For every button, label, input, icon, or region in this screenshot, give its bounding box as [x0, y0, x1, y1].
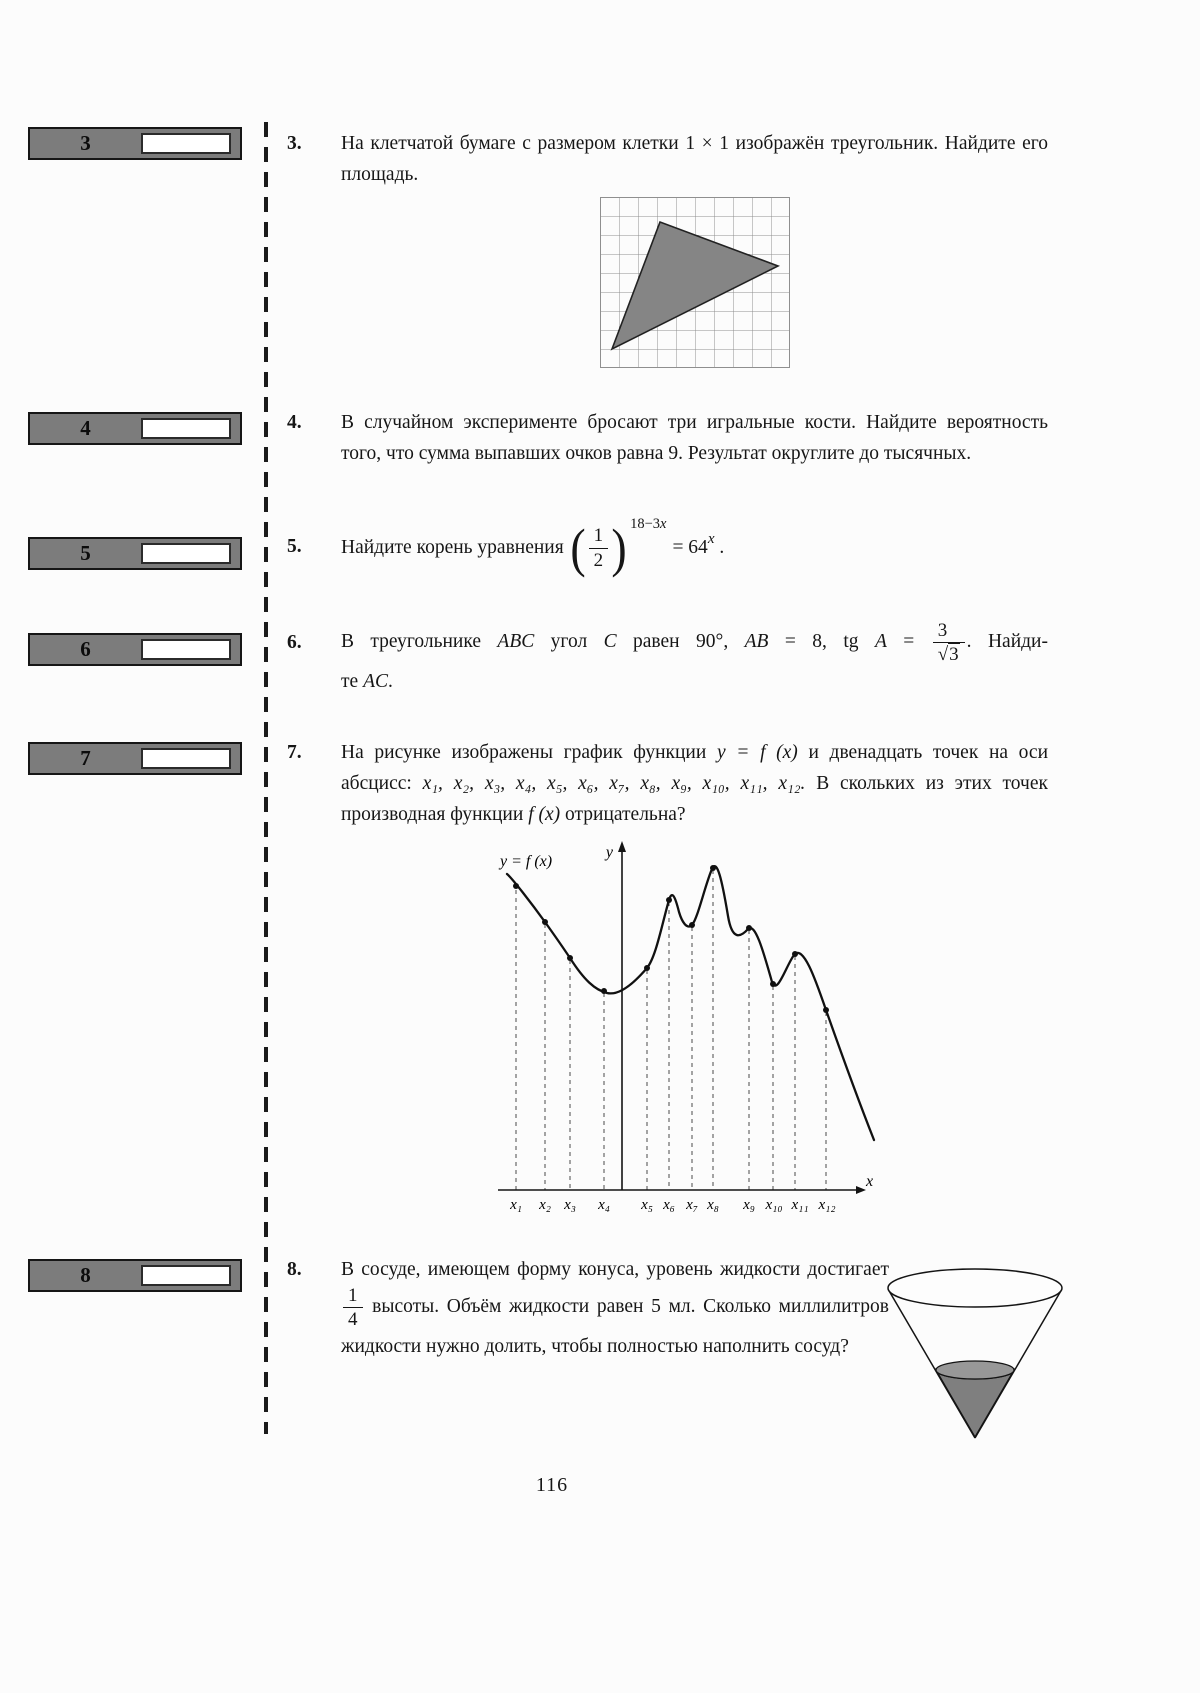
answer-box-4-number: 4	[80, 416, 91, 440]
tick-label: x₂	[539, 1197, 551, 1213]
tick-label: x₁	[510, 1197, 522, 1213]
height-fraction	[341, 1285, 365, 1331]
tick-label: x₇	[686, 1197, 698, 1213]
problem-4-text: В случайном эксперименте бросают три игральные кости. Найдите вероятность того, что сумма выпавших очков равна 9. Результат округлите до тысячных.	[341, 412, 1048, 464]
answer-box-5-field	[141, 543, 231, 564]
exponent-constant: 18−3	[630, 516, 660, 532]
text-segment: На рисунке изображены график функции	[341, 742, 717, 763]
var-C: C	[603, 631, 617, 653]
var-A: A	[874, 631, 887, 653]
answer-box-7	[28, 742, 242, 775]
answer-box-6-field	[141, 639, 231, 660]
tick-label: x₈	[707, 1197, 719, 1213]
dashed-divider	[264, 122, 268, 1434]
answer-box-4-field	[141, 418, 231, 439]
liquid	[936, 1361, 1014, 1437]
radicand: 3	[949, 644, 959, 666]
figure-grid-triangle	[600, 197, 790, 374]
rhs-exponent: x	[707, 530, 715, 547]
problem-8-text	[341, 1254, 889, 1362]
y-axis-label: y	[605, 844, 613, 861]
tick-labels	[509, 1197, 835, 1213]
answer-box-3-field	[141, 133, 231, 154]
tick-label: x₃	[564, 1197, 576, 1213]
answer-box-7-number: 7	[80, 746, 91, 770]
problem-6-line1	[341, 620, 1048, 666]
problem-6-line2	[341, 666, 1048, 697]
function-notation: f (x)	[528, 804, 561, 825]
fraction-numerator: 3	[933, 620, 965, 643]
problem-3-number: 3.	[287, 133, 302, 154]
tick-label: x₅	[641, 1197, 653, 1213]
answer-box-3	[28, 127, 242, 160]
answer-box-6	[28, 633, 242, 666]
problem-7-number: 7.	[287, 742, 302, 763]
problem-8-number: 8.	[287, 1259, 302, 1280]
problem-3-text: На клетчатой бумаге с размером клетки 1 × 1 изображён треугольник. Найдите его площадь.	[341, 133, 1048, 185]
text-segment: .	[387, 670, 393, 692]
answer-box-5	[28, 537, 242, 570]
text-segment: и двенадцать точек на оси абсцисс:	[341, 742, 1049, 794]
text-segment: В сосуде, имеющем форму конуса, уровень жидкости достигает	[341, 1259, 889, 1280]
problem-6-text	[341, 620, 1048, 697]
text-segment: высоты. Объём жидкости равен 5 мл. Сколько миллилитров жидкости нужно долить, чтобы полностью наполнить сосуд?	[341, 1296, 889, 1357]
dashed-guidelines	[516, 870, 826, 1190]
equation-lead-text: Найдите корень уравнения	[341, 537, 569, 558]
figure-cone-vessel	[880, 1258, 1070, 1451]
curve-label: y = f (x)	[500, 853, 553, 870]
text-segment: равен 90°,	[616, 631, 745, 653]
tick-label: x₁₂	[818, 1197, 836, 1213]
fraction-denominator	[933, 643, 965, 665]
equation-period: .	[714, 537, 725, 558]
text-segment: угол	[534, 631, 604, 653]
answer-box-8-field	[141, 1265, 231, 1286]
fraction-denominator: 4	[348, 1309, 358, 1331]
answer-box-8-number: 8	[80, 1263, 91, 1287]
var-AC: AC	[363, 670, 388, 692]
answer-box-7-field	[141, 748, 231, 769]
tick-label: x₁₁	[791, 1197, 809, 1213]
tick-label: x₆	[663, 1197, 675, 1213]
text-segment: = 8, tg	[768, 631, 875, 653]
tick-label: x₁₀	[765, 1197, 783, 1213]
problem-4-number: 4.	[287, 412, 302, 433]
problem-6-number: 6.	[287, 632, 302, 653]
radical-sign: √	[937, 644, 949, 666]
answer-box-3-number: 3	[80, 131, 91, 155]
problem-5-number: 5.	[287, 536, 302, 557]
x-axis-label: x	[866, 1173, 874, 1190]
equation-fraction	[587, 525, 611, 571]
figure-function-graph	[492, 840, 892, 1230]
fraction-denominator: 2	[593, 549, 604, 571]
answer-box-5-number: 5	[80, 541, 91, 565]
var-ABC: ABC	[497, 631, 535, 653]
tick-label: x₄	[598, 1197, 610, 1213]
curve-point-dots	[513, 865, 829, 1013]
answer-box-4	[28, 412, 242, 445]
liquid-surface	[936, 1361, 1014, 1379]
problem-7-text	[341, 737, 1048, 830]
abscissa-points-list: x₁, x₂, x₃, x₄, x₅, x₆, x₇, x₈, x₉, x₁₀, x₁₁, x₁₂.	[422, 773, 806, 794]
problem-5-body: Найдите корень уравнения ( $\frac{1}{2}$ ) 18−3x = 64 x .	[341, 516, 725, 578]
tangent-fraction	[931, 620, 967, 666]
fraction-numerator: 1	[343, 1285, 363, 1308]
equation-exponent	[630, 516, 666, 533]
exponent-variable: x	[660, 516, 667, 532]
x-axis	[498, 1186, 866, 1194]
text-segment: отрицательна?	[560, 804, 686, 825]
text-segment: те	[341, 670, 364, 692]
text-segment: =	[886, 631, 931, 653]
text-segment: . Найди-	[966, 631, 1048, 653]
y-axis	[618, 841, 626, 1190]
function-curve	[507, 866, 874, 1140]
page-number: 116	[535, 1474, 569, 1496]
var-AB: AB	[744, 631, 769, 653]
equation-rhs: = 64	[672, 537, 708, 558]
fraction-numerator: 1	[589, 525, 609, 548]
text-segment: В треугольнике	[341, 631, 498, 653]
function-notation: y = f (x)	[716, 742, 798, 763]
answer-box-8	[28, 1259, 242, 1292]
tick-label: x₉	[743, 1197, 755, 1213]
text-segment: В скольких из этих точек производная функции	[341, 773, 1048, 825]
answer-box-6-number: 6	[80, 637, 91, 661]
